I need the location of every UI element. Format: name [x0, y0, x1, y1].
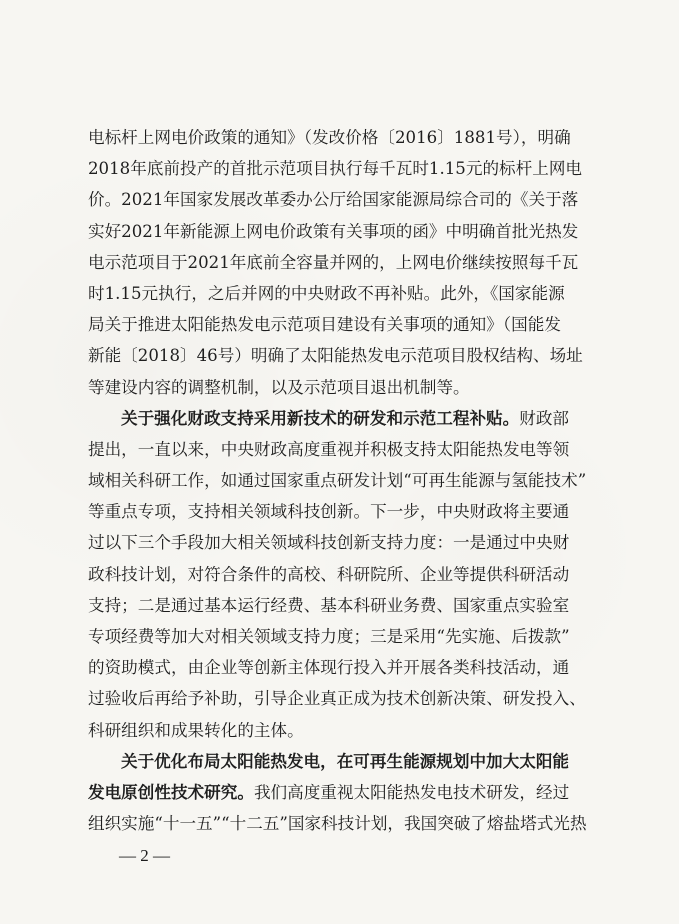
section-1-line-7: 支持；二是通过基本运行经费、基本科研业务费、国家重点实验室 [88, 595, 570, 615]
section-1-line-3: 域相关科研工作，如通过国家重点研发计划“可再生能源与氢能技术” [88, 471, 587, 491]
section-1-line-4: 等重点专项，支持相关领域科技创新。下一步，中央财政将主要通 [88, 502, 570, 522]
section-1-first-line-tail: 财政部 [519, 408, 570, 428]
body-line-9: 等建设内容的调整机制，以及示范项目退出机制等。 [88, 377, 470, 397]
section-2-line-2-tail: 我们高度重视太阳能热发电技术研发，经过 [253, 782, 570, 802]
section-1-line-9: 的资助模式，由企业等创新主体现行投入并开展各类科技活动，通 [88, 658, 570, 678]
body-line-8: 新能〔2018〕46号）明确了太阳能热发电示范项目股权结构、场址 [88, 346, 583, 366]
body-line-4: 实好2021年新能源上网电价政策有关事项的函》中明确首批光热发 [88, 221, 579, 241]
section-2-line-2 [88, 777, 590, 808]
body-line-2: 2018年底前投产的首批示范项目执行每千瓦时1.15元的标杆上网电 [88, 159, 583, 179]
section-1-line-5: 过以下三个手段加大相关领域科技创新支持力度：一是通过中央财 [88, 533, 570, 553]
section-1-line-10: 过验收后再给予补助，引导企业真正成为技术创新决策、研发投入、 [88, 689, 586, 709]
section-1-first-line [88, 403, 590, 434]
section-1-line-8: 专项经费等加大对相关领域支持力度；三是采用“先实施、后拨款” [88, 627, 570, 646]
section-2-heading-line-2: 发电原创性技术研究。 [88, 781, 254, 802]
document-body [88, 122, 590, 839]
section-1-line-2: 提出，一直以来，中央财政高度重视并积极支持太阳能热发电等领 [88, 439, 570, 459]
body-line-7: 局关于推进太阳能热发电示范项目建设有关事项的通知》（国能发 [88, 315, 561, 335]
section-1-line-6: 政科技计划，对符合条件的高校、科研院所、企业等提供科研活动 [88, 564, 570, 584]
section-1-line-11: 科研组织和成果转化的主体。 [88, 720, 304, 740]
section-1-heading: 关于强化财政支持采用新技术的研发和示范工程补贴。 [121, 407, 520, 428]
body-line-5: 电示范项目于2021年底前全容量并网的，上网电价继续按照每千瓦 [88, 252, 579, 272]
page-number: — 2 — [119, 846, 170, 865]
body-line-1: 电标杆上网电价政策的通知》（发改价格〔2016〕1881号），明确 [88, 128, 571, 147]
section-2-line-3: 组织实施“十一五”“十二五”国家科技计划，我国突破了熔盐塔式光热 [88, 814, 587, 834]
body-line-6: 时1.15元执行，之后并网的中央财政不再补贴。此外，《国家能源 [88, 283, 565, 303]
section-2-heading-line-1: 关于优化布局太阳能热发电，在可再生能源规划中加大太阳能 [121, 750, 570, 771]
body-line-3: 价。2021年国家发展改革委办公厅给国家能源局综合司的《关于落 [88, 190, 579, 210]
